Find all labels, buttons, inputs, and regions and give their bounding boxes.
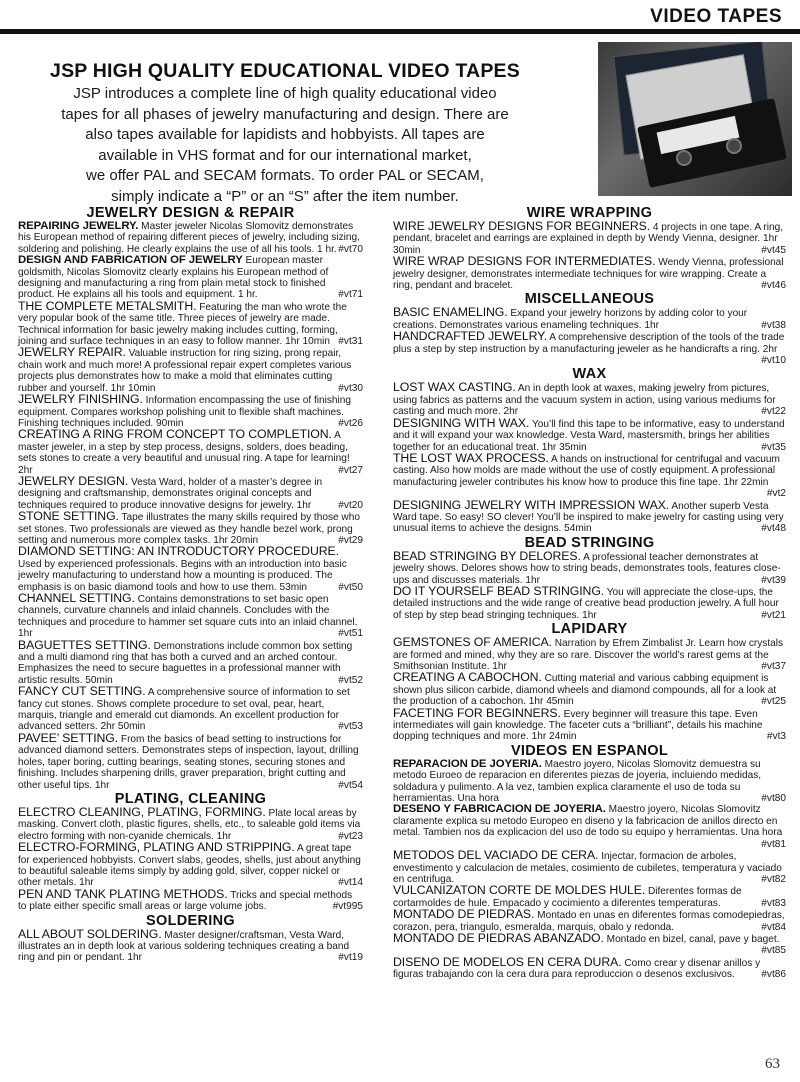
reel-right	[726, 138, 742, 154]
video-tape-photo	[598, 42, 792, 196]
item-number: #vt38	[761, 319, 786, 331]
tape-description: A hands on instructional for centrifugal and vacuum casting. Also how molds are made without the use of costly equipment. A professional manufacturing jeweler contributes his know how to produce this fine tape. 1hr 22min	[393, 453, 780, 488]
tape-title: WIRE WRAP DESIGNS FOR INTERMEDIATES.	[393, 254, 656, 269]
item-number: #vt39	[761, 574, 786, 586]
tape-description: From the basics of bead setting to instructions for advanced diamond setters. Demonstrates steps of inspection, layout, drilling holes, taper boring, cutting bearings, seating stones, securing stones and finishing. Includes sharpening drills, graver preparation, bright cutting and other useful tips. 1hr	[18, 733, 359, 791]
tape-description: 4 projects in one tape. A ring, pendant, bracelet and earrings are explained in depth by Wendy Vienna, designer. 1hr 30min	[393, 222, 784, 256]
tape-listing	[393, 450, 786, 500]
tape-listing	[393, 909, 786, 933]
tape-listing	[18, 686, 363, 733]
intro-line: simply indicate a “P” or an “S” after the item number.	[111, 187, 459, 205]
tape-title: BEAD STRINGING BY DELORES.	[393, 548, 581, 563]
tape-title: CREATING A RING FROM CONCEPT TO COMPLETION.	[18, 427, 332, 442]
tape-listing	[393, 548, 786, 586]
tape-description: Valuable instruction for ring sizing, prong repair, chain work and much more! A professional repair expert completes various projects plus demonstrates how to make a mold that eliminates cutting rubber and yourself. 1hr 10min	[18, 348, 352, 394]
section-heading: WAX	[572, 366, 607, 383]
intro-line: we offer PAL and SECAM formats. To order PAL or SECAM,	[86, 167, 484, 184]
tape-description: A comprehensive description of the tools of the trade plus a step by step instruction by a manufacturing jeweler as he handicrafts a ring. 2hr	[393, 332, 785, 355]
intro-line: JSP introduces a complete line of high quality educational video	[73, 85, 497, 102]
section-heading: VIDEOS EN ESPANOL	[510, 742, 669, 759]
item-number: #vt80	[761, 793, 786, 805]
tape-listing	[393, 672, 786, 707]
tape-description: Injectar, formacion de arboles, envestimento y calculacion de metales, cosimiento de cubiletes, temperatura y vaciado en centrifuga.	[393, 851, 782, 885]
tape-title: HANDCRAFTED JEWELRY.	[393, 329, 548, 344]
item-number: #vt31	[338, 336, 363, 348]
tape-title: DIAMOND SETTING: AN INTRODUCTORY PROCEDURE.	[18, 544, 339, 559]
tape-title: JEWELRY DESIGN.	[18, 473, 129, 488]
tape-description: Tricks and special methods to plate either specific small areas or large volume jobs.	[18, 889, 353, 913]
tape-listing	[18, 255, 363, 301]
intro-heading: JSP HIGH QUALITY EDUCATIONAL VIDEO TAPES	[50, 60, 520, 82]
tape-title: DESIGN AND FABRICATION OF JEWELRY	[18, 254, 243, 267]
tape-title: CREATING A CABOCHON.	[393, 670, 542, 685]
tape-listing	[18, 842, 363, 889]
tape-listing	[393, 256, 786, 291]
tape-title: FANCY CUT SETTING.	[18, 684, 146, 699]
item-number: #vt35	[761, 441, 786, 453]
tape-description: Vesta Ward, holder of a master’s degree in designing and craftsmanship, demonstrates original concepts and techniques required to produce innovative designs for jewelry. 1hr	[18, 476, 323, 511]
tape-description: Montado en bizel, canal, pave y baget.	[606, 933, 780, 945]
tape-description: A professional teacher demonstrates at jewelry shows. Delores shows how to string beads, demonstrates tools, features close-ups and discusses materials. 1hr	[393, 551, 781, 586]
tape-description: Tape illustrates the many skills required by those who set stones. Two professionals are viewed as they handle bezel work, prong setting and numerous more complex tasks. 1hr 20min	[18, 512, 360, 546]
item-number: #vt71	[338, 289, 363, 301]
tape-listing	[393, 331, 786, 366]
tape-title: REPARACION DE JOYERIA.	[393, 757, 542, 770]
tape-title: ELECTRO-FORMING, PLATING AND STRIPPING.	[18, 840, 295, 855]
item-number: #vt85	[761, 945, 786, 957]
section-title: VIDEO TAPES	[650, 6, 782, 27]
item-number: #vt84	[761, 921, 786, 933]
tape-description: A great tape for experienced hobbyists. Convert slabs, geodes, shells, just about anything to beautiful saleable items simply by adding gold, silver, copper nickel or other metals. 1hr	[18, 843, 361, 889]
tape-description: Contains demonstrations to set basic open channels, curvature channels and inlaid channels. Concludes with the techniques and procedure to hammer set square cuts into an inlaid channel. 1hr	[18, 594, 358, 640]
item-number: #vt37	[761, 661, 786, 672]
tape-listing	[393, 497, 786, 535]
tape-description: Demonstrations include common box setting and a multi diamond ring that has both a curved and an arched contour. Emphasizes the need to secure baguettes in a professional manner with artistic results. 50min	[18, 640, 353, 686]
item-number: #vt86	[761, 969, 786, 981]
section-heading: BEAD STRINGING	[524, 534, 655, 551]
tape-title: DESIGNING JEWELRY WITH IMPRESSION WAX.	[393, 497, 670, 512]
tape-title: GEMSTONES OF AMERICA.	[393, 635, 552, 650]
tape-listing	[393, 850, 786, 885]
section-heading: WIRE WRAPPING	[526, 205, 653, 221]
tape-listing	[18, 637, 363, 687]
section-heading: PLATING, CLEANING	[114, 790, 267, 807]
header-band	[0, 0, 800, 34]
tape-listing	[18, 221, 363, 255]
item-number: #vt51	[338, 628, 363, 640]
intro-line: also tapes available for lapidists and hobbyists. All tapes are	[85, 126, 485, 143]
tape-listing	[18, 394, 363, 429]
tape-description: Cutting material and various cabbing equipment is shown plus silicon carbide, diamond wheels and diamond compounds, all for a look at the production of a cabochon. 1hr 45min	[393, 673, 777, 708]
tape-title: JEWELRY REPAIR.	[18, 345, 126, 360]
item-number: #vt45	[761, 244, 786, 256]
item-number: #vt2	[766, 488, 786, 500]
tape-title: DO IT YOURSELF BEAD STRINGING.	[393, 583, 605, 598]
tape-title: WIRE JEWELRY DESIGNS FOR BEGINNERS.	[393, 219, 651, 233]
item-number: #vt21	[761, 609, 786, 621]
section-heading: LAPIDARY	[551, 621, 628, 638]
tape-title: BAGUETTES SETTING.	[18, 637, 151, 652]
tape-description: Another superb Vesta Ward tape. So easy! SO clever! You’ll be inspired to make jewelry for casting using very unusual items to achieve the designs. 54min	[393, 500, 784, 535]
item-number: #vt81	[761, 838, 786, 850]
tape-description: Como crear y disenar anillos y figuras trabajando con la cera dura para reproduccion o desenos exclusivos.	[393, 957, 761, 981]
tape-listing	[393, 930, 786, 957]
item-number: #vt10	[761, 355, 786, 367]
tape-description: A comprehensive source of information to set fancy cut stones. Shows complete procedure to set oval, pear, heart, marquis, triangle and emerald cut diamonds. An excellent production for advanced setters. 2hr 50min	[18, 687, 350, 733]
reel-left	[676, 150, 692, 166]
item-number: #vt25	[761, 696, 786, 708]
tape-description: Master jeweler Nicolas Slomovitz demonstrates his European method of repairing different pieces of jewelry, including sizing, soldering and polishing. He clearly explains the use of all his tools. 1 hr.	[18, 221, 360, 255]
item-number: #vt83	[761, 897, 786, 909]
tape-description: A master jeweler, in a step by step process, designs, solders, does beading, sets stones to create a very beautiful and unusual ring. A tape for learning! 2hr	[18, 430, 350, 476]
tape-title: PAVEE’ SETTING.	[18, 730, 119, 745]
tape-listing	[18, 926, 363, 964]
tape-description: Information encompassing the use of finishing equipment. Compares workshop polishing unit to flexible shaft machines. Finishing techniques included. 90min	[18, 395, 352, 429]
tape-description: Used by experienced professionals. Begins with an introduction into basic jewelry manufacturing to understand how a mounting is produced. The emphasis is on basic diamond tools and how to use them. 53min	[18, 558, 347, 593]
tape-listing	[393, 637, 786, 672]
tape-description: Master designer/craftsman, Vesta Ward, illustrates an in depth look at various soldering techniques creating a band ring and pin or pendant. 1hr	[18, 929, 350, 964]
tape-title: MONTADO DE PIEDRAS ABANZADO.	[393, 930, 604, 945]
item-number: #vt52	[338, 674, 363, 686]
tape-listing	[393, 307, 786, 331]
item-number: #vt48	[761, 523, 786, 535]
tape-description: Expand your jewelry horizons by adding color to your creations. Demonstrates various enameling techniques. 1hr	[393, 308, 748, 331]
tape-description: Wendy Vienna, professional jewelry designer, demonstrates intermediate techniques for wire wrapping. Create a ring, pendant and bracelet.	[393, 257, 784, 292]
tape-title: STONE SETTING.	[18, 509, 119, 524]
item-number: #vt27	[338, 464, 363, 476]
item-number: #vt20	[338, 499, 363, 511]
tape-description: Maestro joyero, Nicolas Slomovitz claramente explica su metodo Europeo en diseno y la fabricacion de anillos directo en metal. Tambien nos da explicacion del uso de todo su equipo y herramientas. Una hora	[393, 804, 783, 839]
tape-listing	[18, 298, 363, 348]
tape-listing	[18, 546, 363, 593]
tape-description: Maestro joyero, Nicolas Slomovitz demuestra su metodo Euroeo de reparacion en diferentes piezas de joyeria, incluiendo medidas, soldadura y pulimento. A la vez, tambien explica claramente el uso de toda su herramientas. Una hora	[393, 758, 762, 805]
tape-title: THE LOST WAX PROCESS.	[393, 450, 549, 465]
tape-description: You will appreciate the close-ups, the detailed instructions and the wide range of creative bead production jewelry. A full hour of step by step bead stringing techniques. 1hr	[393, 586, 779, 621]
tape-title: THE COMPLETE METALSMITH.	[18, 298, 197, 313]
tape-listing	[18, 730, 363, 791]
tape-title: DISENO DE MODELOS EN CERA DURA.	[393, 954, 622, 969]
tape-description: Featuring the man who wrote the very popular book of the same title. Three pieces of jewelry are made. Technical information for basic jewelry making includes cutting, forming, joining and surface techniques in an easy to follow manner. 1hr 10min	[18, 301, 347, 348]
tape-description: Every beginner will treasure this tape. Even intermediates will gain knowledge. The faceter cuts a “brilliant”, details his machine dopping techniques and more. 1hr 24min	[393, 708, 763, 743]
item-number: #vt19	[338, 952, 363, 964]
right-column	[393, 205, 786, 981]
tape-title: ALL ABOUT SOLDERING.	[18, 926, 162, 941]
page-number: 63	[765, 1056, 780, 1072]
left-column	[18, 205, 363, 964]
item-number: #vt26	[338, 417, 363, 429]
tape-description: Plate local areas by masking. Convert cloth, plastic figures, shells, etc., to saleable gold items via electro forming with non-cyanide chemicals. 1hr	[18, 807, 361, 842]
item-number: #vt14	[338, 877, 363, 889]
tape-title: MONTADO DE PIEDRAS.	[393, 907, 535, 922]
tape-listing	[393, 415, 786, 453]
tape-listing	[393, 705, 786, 743]
item-number: #vt23	[338, 830, 363, 842]
tape-title: VULCANIZATON CORTE DE MOLDES HULE.	[393, 883, 646, 898]
tape-title: DESENO Y FABRICACION DE JOYERIA.	[393, 803, 606, 816]
tape-title: DESIGNING WITH WAX.	[393, 415, 530, 430]
tape-description: You’ll find this tape to be informative, easy to understand and it will expand your wax knowledge. Vesta Ward, mastersmith, brings her abilities together for an educational treat. 1hr 35min	[393, 418, 785, 453]
item-number: #vt50	[338, 581, 363, 593]
tape-title: JEWELRY FINISHING.	[18, 392, 143, 407]
item-number: #vt70	[338, 243, 363, 255]
tape-title: METODOS DEL VACIADO DE CERA.	[393, 848, 599, 863]
item-number: #vt995	[332, 901, 363, 913]
tape-listing	[18, 347, 363, 394]
intro-body	[20, 84, 550, 207]
tape-title: ELECTRO CLEANING, PLATING, FORMING.	[18, 804, 266, 819]
tape-listing	[393, 221, 786, 256]
item-number: #vt22	[761, 406, 786, 418]
tape-listing	[393, 885, 786, 909]
tape-title: REPAIRING JEWELRY.	[18, 220, 139, 232]
section-heading: JEWELRY DESIGN & REPAIR	[86, 205, 295, 221]
tape-listing	[18, 886, 363, 913]
tape-description: Narration by Efrem Zimbalist Jr. Learn how crystals are formed and mined, why they are so rare. Discover the world’s rarest gems at the Smithsonian Institute. 1hr	[393, 638, 784, 672]
tape-listing	[18, 593, 363, 640]
item-number: #vt3	[766, 731, 786, 743]
tape-title: FACETING FOR BEGINNERS.	[393, 705, 561, 720]
tape-listing	[393, 954, 786, 981]
section-heading: MISCELLANEOUS	[524, 291, 655, 308]
tape-listing	[393, 583, 786, 621]
tape-title: PEN AND TANK PLATING METHODS.	[18, 886, 228, 901]
tape-listing	[18, 804, 363, 842]
tape-listing	[393, 382, 786, 417]
tape-listing	[393, 759, 786, 805]
tape-listing	[18, 429, 363, 476]
intro-line: available in VHS format and for our international market,	[98, 146, 472, 164]
tape-listing	[393, 804, 786, 850]
tape-listing	[18, 511, 363, 546]
item-number: #vt54	[338, 779, 363, 791]
intro-line: tapes for all phases of jewelry manufacturing and design. There are	[61, 105, 509, 123]
item-number: #vt30	[338, 382, 363, 394]
tape-description: An in depth look at waxes, making jewelry from pictures, using fabrics as patterns and the vacuum system in action, using various mediums for casting and much more. 2hr	[393, 383, 776, 418]
tape-description: Diferentes formas de cortarmoldes de hule. Empacado y cocimiento a diferentes temperaturas.	[393, 886, 742, 909]
tape-title: LOST WAX CASTING.	[393, 380, 516, 395]
tape-listing	[18, 473, 363, 511]
tape-description: European master goldsmith, Nicolas Slomovitz clearly explains his European method of designing and manufacturing a ring from plain metal stock to finished product. He explains all his tools and equipment. 1 hr.	[18, 255, 329, 301]
tape-title: CHANNEL SETTING.	[18, 591, 135, 605]
section-heading: SOLDERING	[146, 912, 235, 929]
item-number: #vt46	[761, 280, 786, 292]
intro-block	[20, 60, 550, 207]
item-number: #vt53	[338, 721, 363, 733]
tape-title: BASIC ENAMELING.	[393, 305, 508, 320]
item-number: #vt29	[338, 534, 363, 546]
item-number: #vt82	[761, 873, 786, 885]
tape-description: Montado en unas en diferentes formas comodepiedras, corazon, pera, triangulo, esmeralda, marquis, obalo y redonda.	[393, 910, 785, 933]
